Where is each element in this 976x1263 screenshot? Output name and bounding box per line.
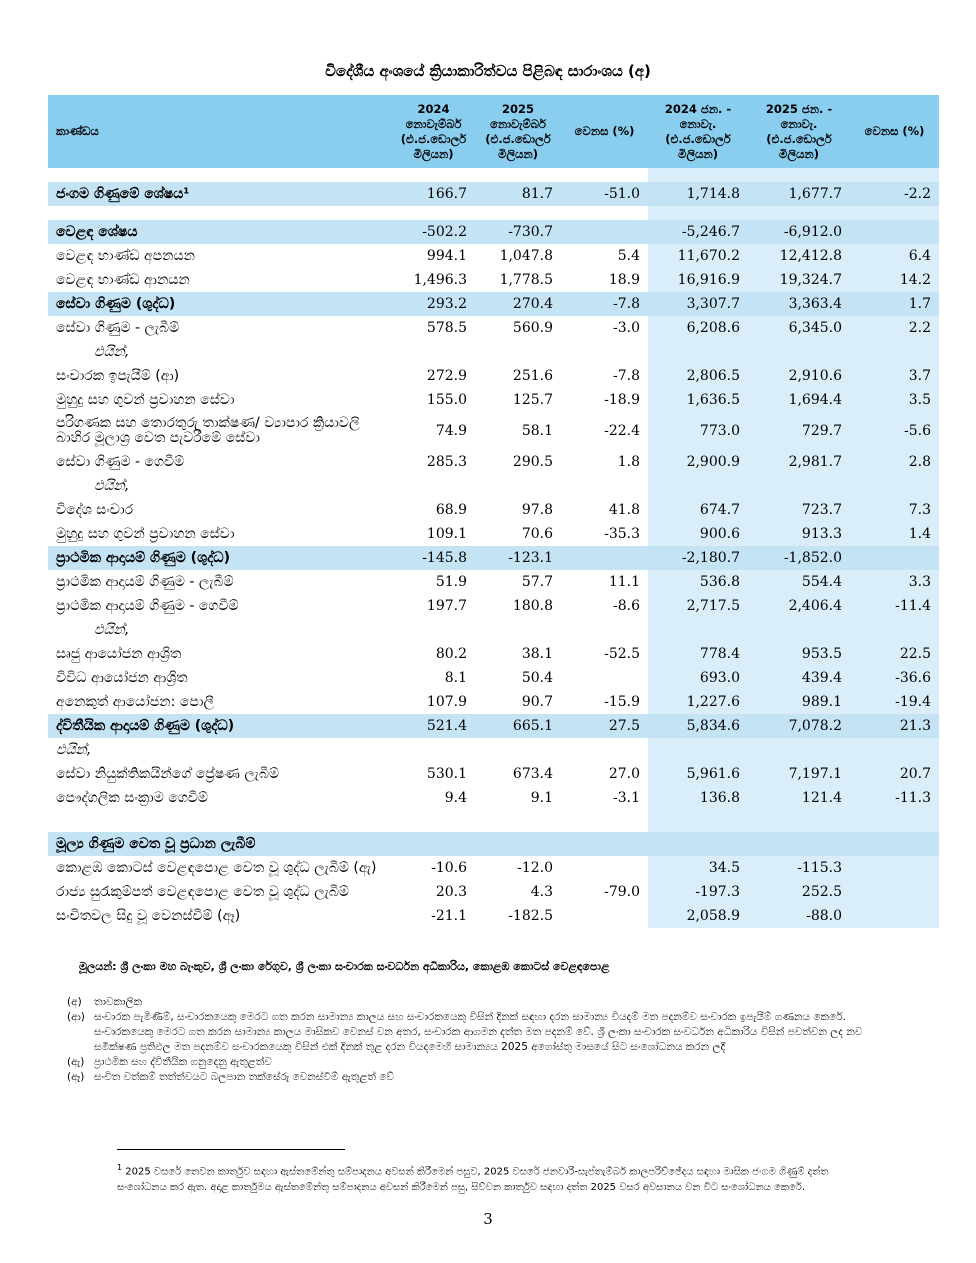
footnote-text: 2025 වසරේ තෙවන කාර්තුව සඳහා ඇස්තමේන්තු සම්පාදනය අවසන් කිරීමෙන් පසුව, 2025 වසරේ ජනවාරි-සැප්තැම්බර් කාලපරිච්ඡේදය සඳහා මාසික ජංගම ගිණුම් දත්ත සංශෝධනය කර ඇත. අදාළ කාර්තුමය ඇස්තමේන්තු සම්පාදනය අවසන් කිරීමෙන් පසු, සිව්වන කාර්තුව සඳහා දත්ත 2025 වසර අවසානය වන විට සංශෝධනය කෙරේ. (117, 1166, 829, 1194)
cell-value: 16,916.9 (648, 268, 748, 292)
cell-value (561, 546, 648, 570)
cell-value: -18.9 (604, 392, 640, 408)
cell-value: 778.4 (648, 642, 748, 666)
cell-value: -115.3 (748, 856, 850, 880)
cell-value: 1.7 (850, 292, 939, 316)
note-item (67, 1055, 867, 1070)
cell-value: 1,778.5 (499, 272, 553, 288)
cell-value: 180.8 (512, 598, 553, 614)
cell-value: -7.8 (561, 292, 648, 316)
cell-value: 3.7 (850, 364, 939, 388)
cell-value: 2,058.9 (648, 904, 748, 928)
note-item (67, 1070, 867, 1085)
cell-value: 9.4 (444, 790, 467, 806)
cell-value: -182.5 (508, 908, 553, 924)
cell-value: 3,363.4 (748, 292, 850, 316)
table-row (48, 498, 939, 522)
cell-value: -7.8 (613, 368, 640, 384)
page-title: විදේශීය අංශයේ ක්‍රියාකාරිත්වය පිළිබඳ සාරාංශය (අ) (325, 62, 651, 80)
row-label: මුහුදු සහ ගුවන් ප්‍රවාහන සේවා (56, 392, 235, 408)
row-label: පරිගණක සහ තොරතුරු තාක්ෂණ/ ව්‍යාපාර ක්‍රියාවලි බාහිර මූලාශ්‍ර වෙත පැවරීමේ සේවා (56, 415, 360, 446)
cell-value: 8.1 (444, 670, 467, 686)
cell-value: 74.9 (435, 423, 467, 439)
cell-value: 2,806.5 (648, 364, 748, 388)
cell-value: 81.7 (475, 182, 561, 206)
cell-value: 1.8 (617, 454, 640, 470)
row-label: සේවා ගිණුම - ලැබීම් (56, 320, 180, 336)
cell-value: 5,834.6 (648, 714, 748, 738)
note-item (67, 995, 867, 1010)
cell-value: 68.9 (435, 502, 467, 518)
cell-value: 34.5 (648, 856, 748, 880)
row-label: ප්‍රාථමික ආදායම් ගිණුම - ලැබීම් (56, 574, 234, 590)
table-row (48, 786, 939, 810)
cell-value: 3.5 (850, 388, 939, 412)
cell-value: 2,910.6 (748, 364, 850, 388)
table-row (48, 856, 939, 880)
cell-value: 107.9 (426, 694, 467, 710)
row-label: ද්විතීයික ආදායම් ගිණුම (ශුද්ධ) (48, 714, 392, 738)
cell-value: 109.1 (426, 526, 467, 542)
footnote-divider (117, 1149, 345, 1150)
cell-value: -52.5 (604, 646, 640, 662)
row-label: සේවා නියුක්තිකයින්ගේ ප්‍රේෂණ ලැබීම් (56, 766, 280, 782)
cell-value: 729.7 (748, 412, 850, 450)
cell-value (561, 856, 648, 880)
cell-value: 5.4 (617, 248, 640, 264)
table-row (48, 388, 939, 412)
cell-value: 673.4 (512, 766, 553, 782)
cell-value: 270.4 (475, 292, 561, 316)
header-jan-nov-2024: 2024 ජන. - නොවැ. (එ.ජ.ඩොලර් මිලියන) (648, 95, 748, 168)
cell-value: 1,694.4 (748, 388, 850, 412)
cell-value: -123.1 (475, 546, 561, 570)
cell-value: 2.8 (850, 450, 939, 474)
cell-value: 136.8 (648, 786, 748, 810)
cell-value: 578.5 (426, 320, 467, 336)
cell-value: 2,900.9 (648, 450, 748, 474)
cell-value: 27.5 (561, 714, 648, 738)
cell-value: 58.1 (521, 423, 553, 439)
table-row (48, 594, 939, 618)
header-nov-2024: 2024 නොවැම්බර් (එ.ජ.ඩොලර් මිලියන) (392, 95, 475, 168)
row-label: සේවා ගිණුම (ශුද්ධ) (48, 292, 392, 316)
source-line: මූලයන්: ශ්‍රී ලංකා මහ බැංකුව, ශ්‍රී ලංකා රේගුව, ශ්‍රී ලංකා සංචාරක සංවර්ධන අධිකාරිය, කොළඹ කොටස් වෙළඳපොළ (79, 960, 610, 973)
cell-value (850, 546, 939, 570)
row-label: ප්‍රාථමික ආදායම් ගිණුම (ශුද්ධ) (48, 546, 392, 570)
table-row-current-account (48, 182, 939, 206)
header-nov-2025: 2025 නොවැම්බර් (එ.ජ.ඩොලර් මිලියන) (475, 95, 561, 168)
cell-value: 20.3 (435, 884, 467, 900)
table-row (48, 690, 939, 714)
cell-value: 989.1 (748, 690, 850, 714)
cell-value: 521.4 (392, 714, 475, 738)
cell-value: 121.4 (748, 786, 850, 810)
table-row (48, 244, 939, 268)
cell-value: 2,717.5 (648, 594, 748, 618)
cell-value: 38.1 (521, 646, 553, 662)
cell-value: 693.0 (648, 666, 748, 690)
cell-value: 6,208.6 (648, 316, 748, 340)
cell-value: 665.1 (475, 714, 561, 738)
cell-value: 1,714.8 (648, 182, 748, 206)
spacer-row (48, 810, 939, 832)
cell-value: -15.9 (604, 694, 640, 710)
cell-value: 6.4 (850, 244, 939, 268)
cell-value: -79.0 (604, 884, 640, 900)
cell-value: 3,307.7 (648, 292, 748, 316)
cell-value: -5,246.7 (648, 220, 748, 244)
note-text: ප්‍රාථමික සහ ද්විතීයික ගනුදෙනු ඇතුළත්ව (94, 1056, 272, 1068)
cell-value: 19,324.7 (748, 268, 850, 292)
table-row (48, 880, 939, 904)
row-label: ප්‍රාථමික ආදායම් ගිණුම - ගෙවීම් (56, 598, 239, 614)
table-row (48, 474, 939, 498)
cell-value: -5.6 (850, 412, 939, 450)
table-row (48, 522, 939, 546)
note-marker: (ඈ) (67, 1071, 85, 1083)
footnote-marker: 1 (117, 1163, 123, 1172)
cell-value: 2,981.7 (748, 450, 850, 474)
cell-value: 2,406.4 (748, 594, 850, 618)
note-marker: (ඇ) (67, 1056, 85, 1068)
cell-value: -22.4 (604, 423, 640, 439)
table-row (48, 738, 939, 762)
cell-value: -8.6 (613, 598, 640, 614)
table-row-primary-income (48, 546, 939, 570)
notes-section (67, 995, 867, 1085)
cell-value: -6,912.0 (748, 220, 850, 244)
cell-value: 439.4 (748, 666, 850, 690)
cell-value: 7,197.1 (748, 762, 850, 786)
cell-value: -502.2 (392, 220, 475, 244)
row-label: ජංගම ගිණුමේ ශේෂය¹ (48, 182, 392, 206)
row-label: සෘජු ආයෝජන ආශ්‍රිත (56, 646, 182, 662)
table-row-trade-balance (48, 220, 939, 244)
cell-value: 41.8 (608, 502, 640, 518)
cell-value: -10.6 (431, 860, 467, 876)
cell-value: 913.3 (748, 522, 850, 546)
cell-value: 560.9 (512, 320, 553, 336)
cell-value: 554.4 (748, 570, 850, 594)
cell-value: -3.1 (613, 790, 640, 806)
cell-value: 251.6 (512, 368, 553, 384)
cell-value: -730.7 (475, 220, 561, 244)
cell-value: 536.8 (648, 570, 748, 594)
cell-value: 1,496.3 (413, 272, 467, 288)
cell-value: 290.5 (512, 454, 553, 470)
note-item (67, 1010, 867, 1055)
table-row-financial-account-heading (48, 832, 939, 856)
cell-value: 57.7 (521, 574, 553, 590)
cell-value: 723.7 (748, 498, 850, 522)
note-text: සංචාරක පැමිණීම්, සංචාරකයෙකු මෙරට ගත කරන සාමාන්‍ය කාලය සහ සංචාරකයෙකු විසින් දිනක් සඳහා දරන සාමාන්‍ය වියදම් මත පදනම්ව සංචාරක ඉපැයීම් ගණනය කෙරේ. සංචාරකයෙකු මෙරට ගත කරන සාමාන්‍ය කාලය මාසිකව වෙනස් වන අතර, සංචාරක ආගමන දත්ත මත පදනම් වේ. ශ්‍රී ලංකා සංචාරක සංවර්ධන අධිකාරිය විසින් පවත්වන ලද නව සමීක්ෂණ ප්‍රතිඵල මත පදනම්ව සංචාරකයෙකු විසින් එක් දිනක් තුළ දරන වියදමෙහි සාමාන්‍යය 2025 අගෝස්තු මාසයේ සිට සංශෝධනය කරන ලදී (94, 1011, 863, 1053)
row-label: සංචිතවල සිදු වූ වෙනස්වීම් (ඈ) (56, 908, 241, 924)
row-label: විවිධ ආයෝජන ආශ්‍රිත (56, 670, 188, 686)
cell-value: -3.0 (613, 320, 640, 336)
cell-value (850, 880, 939, 904)
table-row (48, 340, 939, 364)
row-label: පෞද්ගලික සංක්‍රාම ගෙවීම් (56, 790, 208, 806)
cell-value: 27.0 (608, 766, 640, 782)
header-category: කාණ්ඩය (48, 95, 392, 168)
cell-value: 11,670.2 (648, 244, 748, 268)
row-label: සංචාරක ඉපැයීම් (ආ) (56, 368, 180, 384)
table-row (48, 412, 939, 450)
cell-value: 1.4 (850, 522, 939, 546)
table-row (48, 570, 939, 594)
row-label: අනෙකුත් ආයෝජන: පොලී (56, 694, 215, 710)
cell-value: -2.2 (850, 182, 939, 206)
cell-value: 51.9 (435, 574, 467, 590)
row-label: එයින්, (94, 478, 130, 494)
spacer-row (48, 168, 939, 182)
table-row (48, 450, 939, 474)
cell-value: 12,412.8 (748, 244, 850, 268)
cell-value: 1,227.6 (648, 690, 748, 714)
cell-value: -35.3 (604, 526, 640, 542)
table-row (48, 904, 939, 928)
cell-value: 7.3 (850, 498, 939, 522)
cell-value: 2.2 (850, 316, 939, 340)
header-change-cumulative: වෙනස (%) (850, 95, 939, 168)
cell-value: 900.6 (648, 522, 748, 546)
cell-value: 22.5 (850, 642, 939, 666)
cell-value: 994.1 (426, 248, 467, 264)
cell-value: -51.0 (561, 182, 648, 206)
row-label: මූල්‍ය ගිණුම වෙත වූ ප්‍රධාන ලැබීම් (48, 832, 392, 856)
cell-value (561, 666, 648, 690)
row-label: වෙළඳ භාණ්ඩ අපනයන (56, 248, 195, 264)
cell-value (561, 904, 648, 928)
cell-value (850, 904, 939, 928)
row-label: එයින්, (94, 344, 130, 360)
cell-value: 530.1 (426, 766, 467, 782)
cell-value: 7,078.2 (748, 714, 850, 738)
cell-value (850, 220, 939, 244)
table-row (48, 268, 939, 292)
cell-value: 5,961.6 (648, 762, 748, 786)
table-row (48, 642, 939, 666)
cell-value: 11.1 (608, 574, 640, 590)
cell-value: 90.7 (521, 694, 553, 710)
cell-value: -36.6 (850, 666, 939, 690)
cell-value: 14.2 (850, 268, 939, 292)
note-marker: (අ) (67, 996, 82, 1008)
cell-value: 773.0 (648, 412, 748, 450)
cell-value: -2,180.7 (648, 546, 748, 570)
row-label: වෙළඳ භාණ්ඩ ආනයන (56, 272, 190, 288)
cell-value: 97.8 (521, 502, 553, 518)
cell-value: 197.7 (426, 598, 467, 614)
table-row (48, 762, 939, 786)
cell-value: -11.3 (850, 786, 939, 810)
cell-value: 674.7 (648, 498, 748, 522)
cell-value: -145.8 (392, 546, 475, 570)
cell-value: 6,345.0 (748, 316, 850, 340)
spacer-row (48, 206, 939, 220)
row-label: රාජ්‍ය සුරැකුම්පත් වෙළඳපොළ වෙත වූ ශුද්ධ ලැබීම් (56, 884, 349, 900)
cell-value: 50.4 (521, 670, 553, 686)
row-label: මුහුදු සහ ගුවන් ප්‍රවාහන සේවා (56, 526, 235, 542)
row-label: විදේශ සංචාර (56, 502, 134, 518)
cell-value: 18.9 (608, 272, 640, 288)
cell-value: 21.3 (850, 714, 939, 738)
row-label: කොළඹ කොටස් වෙළඳපොළ වෙත වූ ශුද්ධ ලැබීම් (ඇ) (56, 860, 377, 876)
cell-value: -1,852.0 (748, 546, 850, 570)
cell-value: 953.5 (748, 642, 850, 666)
cell-value: -12.0 (517, 860, 553, 876)
cell-value: 155.0 (426, 392, 467, 408)
note-marker: (ආ) (67, 1011, 85, 1023)
row-label: සේවා ගිණුම - ගෙවීම් (56, 454, 185, 470)
table-row (48, 666, 939, 690)
cell-value: 252.5 (748, 880, 850, 904)
cell-value: 1,677.7 (748, 182, 850, 206)
row-label: එයින්, (56, 742, 92, 758)
header-change-monthly: වෙනස (%) (561, 95, 648, 168)
cell-value: 285.3 (426, 454, 467, 470)
cell-value: 125.7 (512, 392, 553, 408)
table-row-secondary-income (48, 714, 939, 738)
note-text: තාවකාලික (94, 996, 143, 1008)
table-row-services-account (48, 292, 939, 316)
note-text: සංචිත වත්කම් තත්ත්වයට බලපාන තක්සේරු වෙනස්වීම් ඇතුළත් වේ (94, 1071, 394, 1083)
cell-value: 1,047.8 (499, 248, 553, 264)
page-number: 3 (483, 1210, 493, 1228)
cell-value: -11.4 (850, 594, 939, 618)
cell-value: 9.1 (530, 790, 553, 806)
table-row (48, 364, 939, 388)
cell-value: 80.2 (435, 646, 467, 662)
row-label: වෙළඳ ශේෂය (48, 220, 392, 244)
cell-value: 166.7 (392, 182, 475, 206)
table-row (48, 316, 939, 340)
summary-table (48, 95, 939, 928)
cell-value: 70.6 (521, 526, 553, 542)
cell-value: -88.0 (748, 904, 850, 928)
cell-value (850, 856, 939, 880)
header-jan-nov-2025: 2025 ජන. - නොවැ. (එ.ජ.ඩොලර් මිලියන) (748, 95, 850, 168)
cell-value: 272.9 (426, 368, 467, 384)
cell-value: -197.3 (648, 880, 748, 904)
cell-value: 4.3 (530, 884, 553, 900)
cell-value: 3.3 (850, 570, 939, 594)
cell-value: 1,636.5 (648, 388, 748, 412)
cell-value: 293.2 (392, 292, 475, 316)
cell-value: -21.1 (431, 908, 467, 924)
table-header-row (48, 95, 939, 168)
cell-value: 20.7 (850, 762, 939, 786)
table-row (48, 618, 939, 642)
row-label: එයින්, (94, 622, 130, 638)
cell-value (561, 220, 648, 244)
footnote (117, 1160, 877, 1196)
cell-value: -19.4 (850, 690, 939, 714)
